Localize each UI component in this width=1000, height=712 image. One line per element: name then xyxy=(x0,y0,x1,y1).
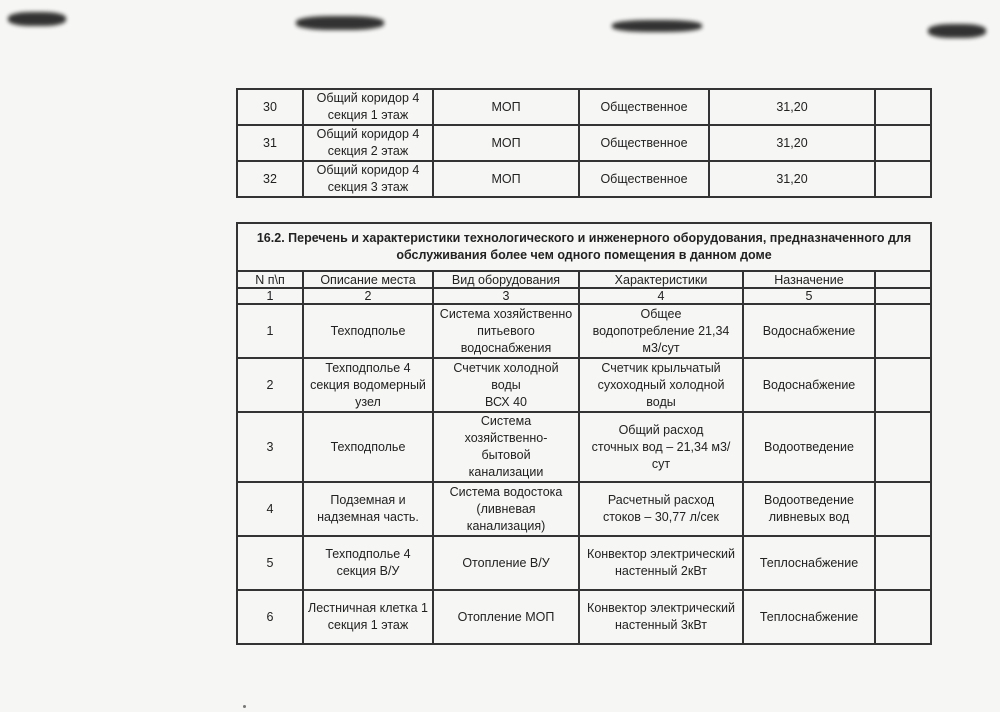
row-number: 3 xyxy=(237,412,303,482)
equipment-table xyxy=(236,222,932,645)
room-area: 31,20 xyxy=(709,89,875,125)
column-number: 3 xyxy=(433,288,579,304)
place-cell: Лестничная клетка 1 секция 1 этаж xyxy=(303,590,433,644)
row-number: 31 xyxy=(237,125,303,161)
purpose-cell: Водоснабжение xyxy=(743,358,875,412)
characteristics-cell: Расчетный расход стоков – 30,77 л/сек xyxy=(579,482,743,536)
equipment-cell: Система хозяйственно- бытовой канализации xyxy=(433,412,579,482)
empty-cell xyxy=(875,590,931,644)
empty-cell xyxy=(875,358,931,412)
room-type: МОП xyxy=(433,161,579,197)
purpose-cell: Водоотведение xyxy=(743,412,875,482)
characteristics-cell: Конвектор электрический настенный 3кВт xyxy=(579,590,743,644)
place-cell: Техподполье xyxy=(303,304,433,358)
column-header: Описание места xyxy=(303,271,433,288)
scan-smudge xyxy=(296,16,384,30)
room-type: МОП xyxy=(433,89,579,125)
column-number-row xyxy=(237,288,931,304)
row-number: 4 xyxy=(237,482,303,536)
column-header: Вид оборудования xyxy=(433,271,579,288)
place-cell: Техподполье xyxy=(303,412,433,482)
column-header: Назначение xyxy=(743,271,875,288)
column-number: 2 xyxy=(303,288,433,304)
scan-smudge xyxy=(8,12,66,26)
table-row xyxy=(237,89,931,125)
characteristics-cell: Конвектор электрический настенный 2кВт xyxy=(579,536,743,590)
characteristics-cell: Общее водопотребление 21,34 м3/сут xyxy=(579,304,743,358)
column-number: 5 xyxy=(743,288,875,304)
row-number: 32 xyxy=(237,161,303,197)
equipment-cell: Отопление МОП xyxy=(433,590,579,644)
equipment-cell: Система водостока (ливневая канализация) xyxy=(433,482,579,536)
empty-cell xyxy=(875,536,931,590)
place-cell: Подземная и надземная часть. xyxy=(303,482,433,536)
room-area: 31,20 xyxy=(709,161,875,197)
table-row xyxy=(237,125,931,161)
place-cell: Техподполье 4 секция водомерный узел xyxy=(303,358,433,412)
column-number: 4 xyxy=(579,288,743,304)
table-row xyxy=(237,358,931,412)
purpose-cell: Водоснабжение xyxy=(743,304,875,358)
table-row xyxy=(237,161,931,197)
purpose-cell: Теплоснабжение xyxy=(743,590,875,644)
empty-cell xyxy=(875,304,931,358)
empty-cell xyxy=(875,412,931,482)
room-purpose: Общественное xyxy=(579,89,709,125)
table-row xyxy=(237,482,931,536)
row-number: 1 xyxy=(237,304,303,358)
header-row xyxy=(237,271,931,288)
room-purpose: Общественное xyxy=(579,125,709,161)
row-number: 30 xyxy=(237,89,303,125)
rooms-table xyxy=(236,88,932,198)
row-number: 2 xyxy=(237,358,303,412)
table-row xyxy=(237,536,931,590)
characteristics-cell: Общий расход сточных вод – 21,34 м3/сут xyxy=(579,412,743,482)
table-row xyxy=(237,590,931,644)
room-extra xyxy=(875,161,931,197)
row-number: 5 xyxy=(237,536,303,590)
room-type: МОП xyxy=(433,125,579,161)
table-row xyxy=(237,412,931,482)
column-number-empty xyxy=(875,288,931,304)
row-number: 6 xyxy=(237,590,303,644)
purpose-cell: Теплоснабжение xyxy=(743,536,875,590)
equipment-cell: Счетчик холодной воды ВСХ 40 xyxy=(433,358,579,412)
room-extra xyxy=(875,89,931,125)
place-cell: Техподполье 4 секция В/У xyxy=(303,536,433,590)
room-name: Общий коридор 4 секция 2 этаж xyxy=(303,125,433,161)
room-area: 31,20 xyxy=(709,125,875,161)
column-header-empty xyxy=(875,271,931,288)
room-extra xyxy=(875,125,931,161)
characteristics-cell: Счетчик крыльчатый сухоходный холодной воды xyxy=(579,358,743,412)
purpose-cell: Водоотведение ливневых вод xyxy=(743,482,875,536)
room-purpose: Общественное xyxy=(579,161,709,197)
room-name: Общий коридор 4 секция 3 этаж xyxy=(303,161,433,197)
scan-smudge xyxy=(928,24,986,38)
column-header: Характеристики xyxy=(579,271,743,288)
table-row xyxy=(237,304,931,358)
table-title: 16.2. Перечень и характеристики технологического и инженерного оборудования, предназначенного для обслуживания более чем одного помещения в данном доме xyxy=(237,223,931,271)
equipment-cell: Отопление В/У xyxy=(433,536,579,590)
scan-smudge xyxy=(612,20,702,32)
empty-cell xyxy=(875,482,931,536)
column-header: N п\п xyxy=(237,271,303,288)
column-number: 1 xyxy=(237,288,303,304)
scan-speck xyxy=(243,705,246,708)
room-name: Общий коридор 4 секция 1 этаж xyxy=(303,89,433,125)
equipment-cell: Система хозяйственно питьевого водоснабжения xyxy=(433,304,579,358)
